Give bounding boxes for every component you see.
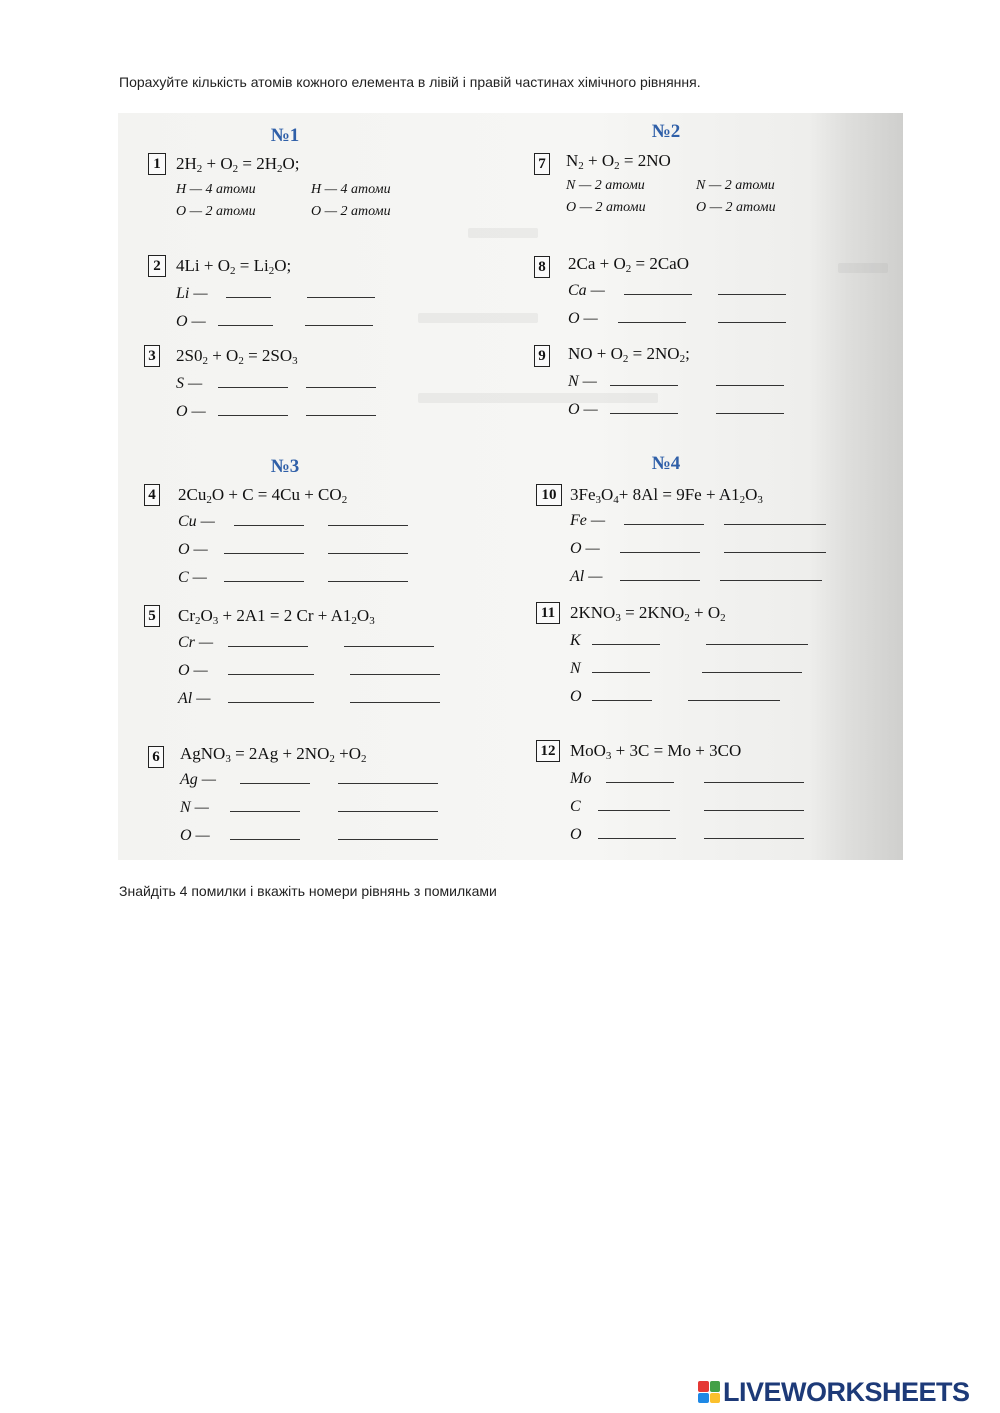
equation-formula: $2H_2 + O_2 = 2H_2O$; <box>176 154 300 175</box>
atom-count-row: Ca — <box>568 282 786 300</box>
answer-blank-left[interactable] <box>228 690 314 703</box>
scan-artifact <box>468 228 538 238</box>
atom-count-row: N — <box>180 799 438 817</box>
answer-blank-right[interactable] <box>702 660 802 673</box>
answer-blank-right[interactable] <box>307 285 375 298</box>
answer-blank-left[interactable] <box>218 375 288 388</box>
answer-blank-right[interactable] <box>688 688 780 701</box>
atom-count-row: O — <box>568 401 784 419</box>
answer-blank-right[interactable] <box>328 541 408 554</box>
answer-blank-left[interactable] <box>218 313 273 326</box>
equation-number: 11 <box>536 602 560 624</box>
section-heading-1: №1 <box>270 125 300 146</box>
answer-blank-right[interactable] <box>350 662 440 675</box>
atom-count-row: Cr — <box>178 634 434 652</box>
answer-blank-left[interactable] <box>620 540 700 553</box>
atom-count-row: N <box>570 660 802 678</box>
scan-artifact <box>838 263 888 273</box>
equation-number: 1 <box>148 153 166 175</box>
atom-count-row: Ag — <box>180 771 438 789</box>
atom-count-row: O — <box>178 541 408 559</box>
answer-blank-left[interactable] <box>234 513 304 526</box>
answer-blank-left[interactable] <box>218 403 288 416</box>
answer-blank-right[interactable] <box>720 568 822 581</box>
atom-count-row: O — <box>568 310 786 328</box>
section-heading-3: №3 <box>270 456 300 477</box>
equation-number: 6 <box>148 746 164 768</box>
answer-blank-left[interactable] <box>624 512 704 525</box>
answer-blank-right[interactable] <box>704 826 804 839</box>
instruction-bottom: Знайдіть 4 помилки і вкажіть номери рівнянь з помилками <box>119 883 497 899</box>
equation-formula: $Cr_2O_3 + 2A1 = 2$ $Cr + A1_2O_3$ <box>178 606 375 627</box>
answer-blank-right[interactable] <box>718 282 786 295</box>
answer-blank-right[interactable] <box>338 827 438 840</box>
answer-blank-left[interactable] <box>624 282 692 295</box>
answer-blank-right[interactable] <box>338 799 438 812</box>
atom-count-row: Li — <box>176 285 375 303</box>
equation-number: 5 <box>144 605 160 627</box>
equation-formula: NO + $O_2 = 2NO_2$; <box>568 344 690 365</box>
atom-count-row: O — <box>570 540 826 558</box>
answer-blank-right[interactable] <box>344 634 434 647</box>
equation-number: 2 <box>148 255 166 277</box>
worksheet-scan <box>118 113 903 860</box>
answer-blank-right[interactable] <box>724 512 826 525</box>
equation-number: 4 <box>144 484 160 506</box>
equation-number: 3 <box>144 345 160 367</box>
atom-count-row: O — 2 атоми O — 2 атоми <box>566 200 776 215</box>
answer-blank-left[interactable] <box>610 401 678 414</box>
equation-formula: $2Cu_2O + C = 4Cu + CO_2$ <box>178 485 348 506</box>
equation-formula: $2Ca + O_2 = 2CaO$ <box>568 254 689 275</box>
answer-blank-right[interactable] <box>306 403 376 416</box>
atom-count-row: Al — <box>570 568 822 586</box>
answer-blank-left[interactable] <box>606 770 674 783</box>
answer-blank-left[interactable] <box>598 826 676 839</box>
equation-formula: $2KNO_3 = 2KNO_2 + O_2$ <box>570 603 726 624</box>
atom-count-row: Cu — <box>178 513 408 531</box>
atom-count-row: O <box>570 688 780 706</box>
equation-number: 10 <box>536 484 562 506</box>
answer-blank-right[interactable] <box>328 513 408 526</box>
answer-blank-right[interactable] <box>350 690 440 703</box>
equation-number: 9 <box>534 345 550 367</box>
answer-blank-right[interactable] <box>724 540 826 553</box>
answer-blank-right[interactable] <box>306 375 376 388</box>
atom-count-row: O — <box>180 827 438 845</box>
scan-artifact <box>418 313 538 323</box>
section-heading-2: №2 <box>651 121 681 142</box>
atom-count-row: N — 2 атоми N — 2 атоми <box>566 178 775 193</box>
answer-blank-right[interactable] <box>716 401 784 414</box>
logo-icon <box>698 1381 720 1403</box>
answer-blank-right[interactable] <box>338 771 438 784</box>
answer-blank-left[interactable] <box>230 827 300 840</box>
atom-count-row: O — <box>176 403 376 421</box>
atom-count-row: Al — <box>178 690 440 708</box>
answer-blank-right[interactable] <box>706 632 808 645</box>
atom-count-row: O — 2 атоми O — 2 атоми <box>176 204 391 219</box>
answer-blank-right[interactable] <box>718 310 786 323</box>
logo-text: LIVEWORKSHEETS <box>723 1376 970 1407</box>
atom-count-row: S — <box>176 375 376 393</box>
answer-blank-right[interactable] <box>704 770 804 783</box>
atom-count-row: Mo <box>570 770 804 788</box>
answer-blank-left[interactable] <box>610 373 678 386</box>
answer-blank-right[interactable] <box>328 569 408 582</box>
atom-count-row: C — <box>178 569 408 587</box>
answer-blank-left[interactable] <box>592 632 660 645</box>
equation-formula: AgNO$_3$ = $2Ag + 2NO_2 +O_2$ <box>180 744 367 765</box>
atom-count-row: K <box>570 632 808 650</box>
atom-count-row: H — 4 атоми H — 4 атоми <box>176 182 391 197</box>
answer-blank-left[interactable] <box>228 634 308 647</box>
equation-formula: $2S0_2 + O_2 = 2SO_3$ <box>176 346 298 367</box>
answer-blank-left[interactable] <box>230 799 300 812</box>
answer-blank-left[interactable] <box>224 541 304 554</box>
atom-count-row: O — <box>178 662 440 680</box>
equation-number: 8 <box>534 256 550 278</box>
answer-blank-right[interactable] <box>305 313 373 326</box>
equation-number: 12 <box>536 740 560 762</box>
atom-count-row: O <box>570 826 804 844</box>
atom-count-row: N — <box>568 373 784 391</box>
equation-number: 7 <box>534 153 550 175</box>
section-heading-4: №4 <box>651 453 681 474</box>
equation-formula: MoO$_3$ + 3C = Mo + 3CO <box>570 741 742 762</box>
instruction-top: Порахуйте кількість атомів кожного елемента в лівій і правій частинах хімічного рівняння. <box>119 74 701 90</box>
atom-count-row: C <box>570 798 804 816</box>
equation-formula: $3Fe_3O_4+ 8Al = 9Fe + A1_2O_3$ <box>570 485 763 506</box>
atom-count-row: Fe — <box>570 512 826 530</box>
equation-formula: $N_2 + O_2 = 2NO$ <box>566 151 671 172</box>
answer-blank-left[interactable] <box>618 310 686 323</box>
answer-blank-left[interactable] <box>228 662 314 675</box>
equation-formula: $4Li + O_2 = Li_2O$; <box>176 256 292 277</box>
atom-count-row: O — <box>176 313 373 331</box>
answer-blank-left[interactable] <box>620 568 700 581</box>
answer-blank-left[interactable] <box>592 688 652 701</box>
answer-blank-left[interactable] <box>224 569 304 582</box>
answer-blank-left[interactable] <box>226 285 271 298</box>
answer-blank-left[interactable] <box>592 660 650 673</box>
answer-blank-left[interactable] <box>240 771 310 784</box>
answer-blank-left[interactable] <box>598 798 670 811</box>
answer-blank-right[interactable] <box>716 373 784 386</box>
answer-blank-right[interactable] <box>704 798 804 811</box>
liveworksheets-logo <box>698 1377 970 1407</box>
